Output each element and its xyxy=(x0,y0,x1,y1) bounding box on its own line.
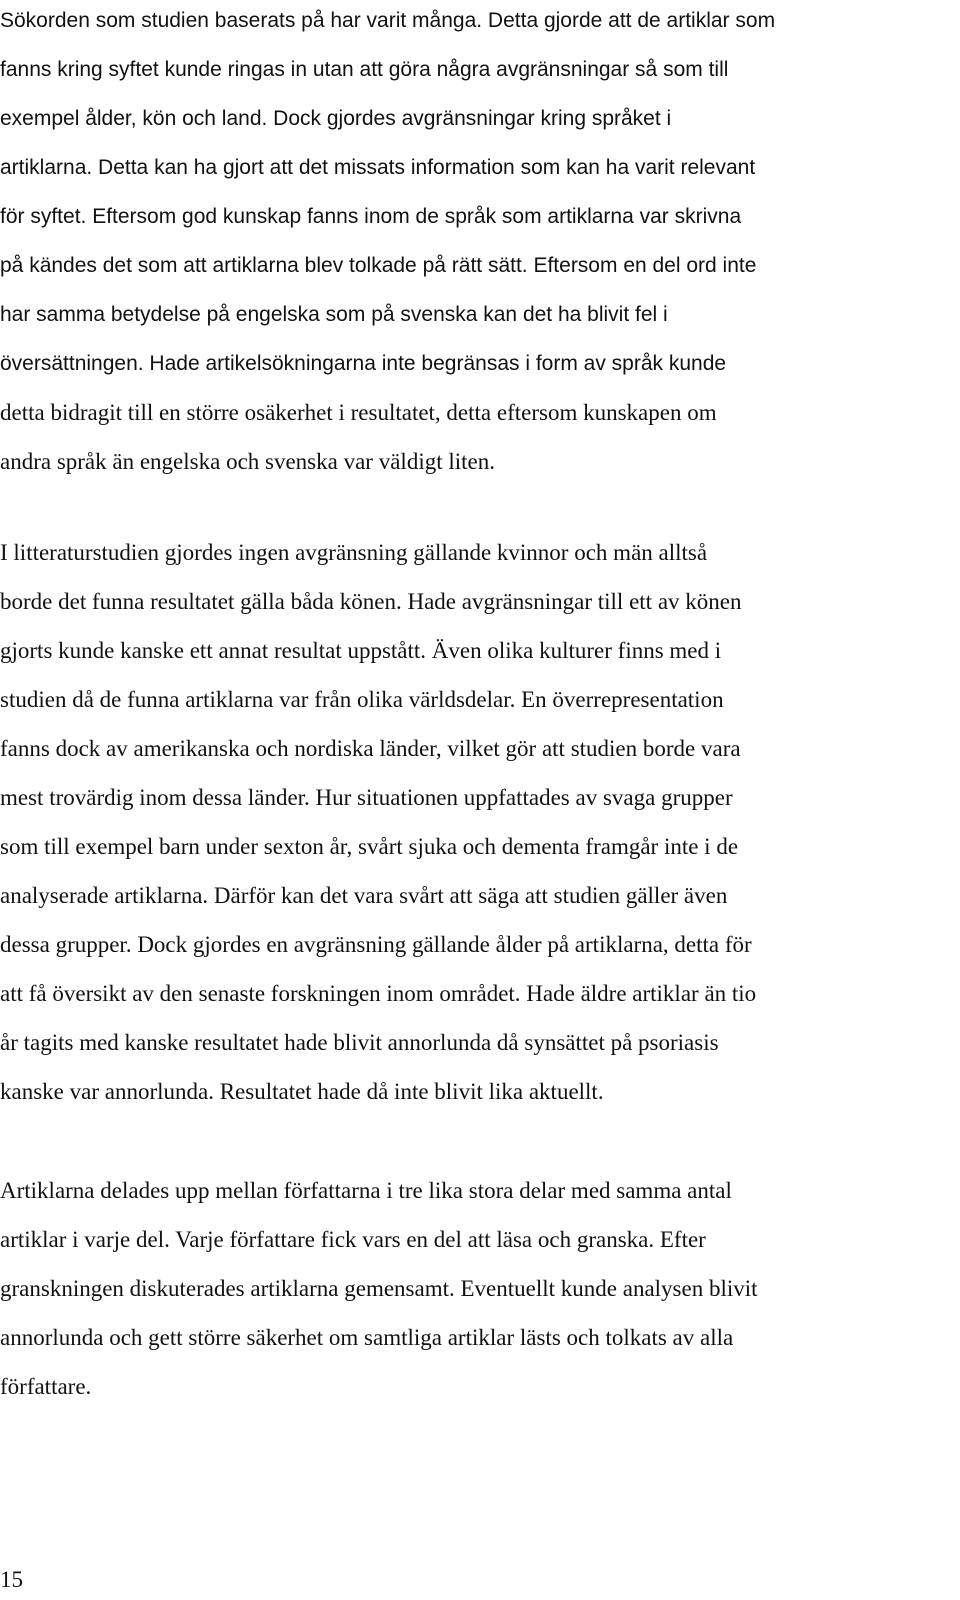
text-line: exempel ålder, kön och land. Dock gjordes avgränsningar kring språket i xyxy=(0,107,672,130)
paragraph-limitations-language xyxy=(0,0,960,486)
text-line: för syftet. Eftersom god kunskap fanns inom de språk som artiklarna var skrivna xyxy=(0,205,742,228)
text-line: annorlunda och gett större säkerhet om samtliga artiklar lästs och tolkats av alla xyxy=(0,1325,734,1350)
text-line: granskningen diskuterades artiklarna gemensamt. Eventuellt kunde analysen blivit xyxy=(0,1276,758,1301)
text-line: detta bidragit till en större osäkerhet i resultatet, detta eftersom kunskapen om xyxy=(0,400,717,425)
text-line: författare. xyxy=(0,1374,92,1399)
text-line: översättningen. Hade artikelsökningarna inte begränsas i form av språk kunde xyxy=(0,352,727,375)
text-line: på kändes det som att artiklarna blev tolkade på rätt sätt. Eftersom en del ord inte xyxy=(0,254,757,277)
text-line: studien då de funna artiklarna var från olika världsdelar. En överrepresentation xyxy=(0,687,724,712)
text-line: gjorts kunde kanske ett annat resultat uppstått. Även olika kulturer finns med i xyxy=(0,638,722,663)
paragraph-limitations-gender-culture xyxy=(0,528,960,1116)
paragraph-article-division xyxy=(0,1166,960,1411)
page-number: 15 xyxy=(0,1567,23,1592)
text-line: har samma betydelse på engelska som på svenska kan det ha blivit fel i xyxy=(0,303,668,326)
text-line: borde det funna resultatet gälla båda könen. Hade avgränsningar till ett av könen xyxy=(0,589,742,614)
text-line: fanns kring syftet kunde ringas in utan att göra några avgränsningar så som till xyxy=(0,58,729,81)
text-line: I litteraturstudien gjordes ingen avgränsning gällande kvinnor och män alltså xyxy=(0,540,708,565)
text-line: att få översikt av den senaste forskningen inom området. Hade äldre artiklar än tio xyxy=(0,981,757,1006)
text-line: år tagits med kanske resultatet hade blivit annorlunda då synsättet på psoriasis xyxy=(0,1030,719,1055)
text-line: artiklar i varje del. Varje författare fick vars en del att läsa och granska. Efter xyxy=(0,1227,706,1252)
text-line: Sökorden som studien baserats på har varit många. Detta gjorde att de artiklar som xyxy=(0,9,776,32)
text-line: som till exempel barn under sexton år, svårt sjuka och dementa framgår inte i de xyxy=(0,834,739,859)
text-line: Artiklarna delades upp mellan författarna i tre lika stora delar med samma antal xyxy=(0,1178,732,1203)
text-line: analyserade artiklarna. Därför kan det vara svårt att säga att studien gäller även xyxy=(0,883,728,908)
text-line: mest trovärdig inom dessa länder. Hur situationen uppfattades av svaga grupper xyxy=(0,785,733,810)
text-line: andra språk än engelska och svenska var väldigt liten. xyxy=(0,449,495,474)
text-line: dessa grupper. Dock gjordes en avgränsning gällande ålder på artiklarna, detta för xyxy=(0,932,752,957)
text-line: artiklarna. Detta kan ha gjort att det missats information som kan ha varit relevant xyxy=(0,156,756,179)
text-line: kanske var annorlunda. Resultatet hade då inte blivit lika aktuellt. xyxy=(0,1079,604,1104)
text-line: fanns dock av amerikanska och nordiska länder, vilket gör att studien borde vara xyxy=(0,736,741,761)
